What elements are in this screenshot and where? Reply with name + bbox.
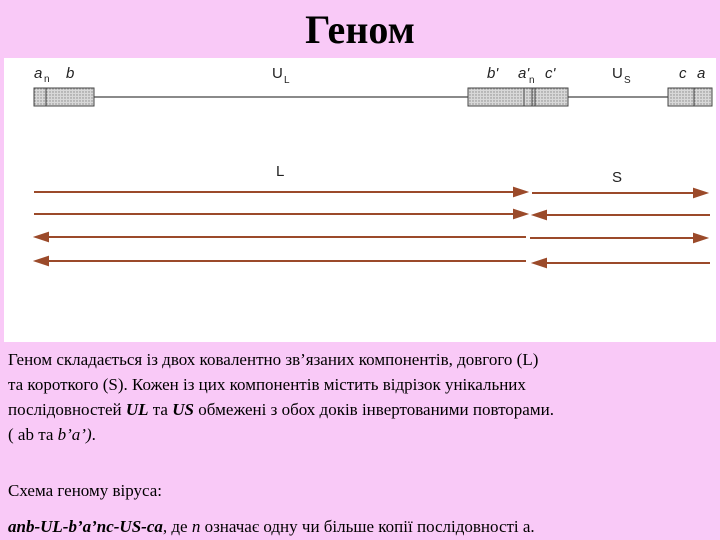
label-S-sub: S (624, 75, 631, 86)
schema-label: Схема геному віруса: (8, 481, 163, 500)
text-span: послідовностей (8, 400, 126, 419)
genome-svg (4, 58, 716, 342)
repeat-box-an (34, 88, 46, 106)
genome-formula: anb-UL-b’a’nc-US-ca (8, 517, 163, 536)
term-ba: b’a’) (57, 425, 92, 444)
arrowhead-icon (514, 210, 526, 218)
text-span: ( ab та (8, 425, 58, 444)
repeat-box-c (668, 88, 694, 106)
arrowhead-icon (694, 189, 706, 197)
description-paragraph (8, 347, 714, 447)
text-span: означає одну чи більше копії послідовності a. (200, 517, 535, 536)
label-a2: a (697, 65, 706, 82)
label-n: n (44, 74, 50, 85)
label-n2: n (529, 75, 535, 86)
text-span: . (91, 425, 96, 444)
description-line (8, 397, 714, 422)
repeat-box-a (694, 88, 712, 106)
text-span: обмежені з обох доків інвертованими повторами. (193, 400, 554, 419)
text-span: , де (162, 517, 192, 536)
label-b: b (66, 65, 75, 82)
arrowhead-icon (534, 211, 546, 219)
arrowhead-icon (36, 257, 48, 265)
arrowhead-icon (36, 233, 48, 241)
arrowhead-icon (694, 234, 706, 242)
page-title: Геном (305, 7, 415, 52)
description-line: та короткого (S). Кожен із цих компонентів містить відрізок унікальних (8, 375, 526, 394)
label-L-sub: L (284, 75, 290, 86)
description-line (8, 422, 714, 447)
label-a-prime: a' (518, 65, 530, 82)
arrowhead-icon (534, 259, 546, 267)
formula-line (8, 514, 714, 539)
genome-diagram (4, 58, 716, 342)
repeat-box-b-prime (468, 88, 532, 106)
term-UL: UL (125, 400, 149, 419)
term-n: n (191, 517, 201, 536)
label-U-short: U (612, 65, 623, 82)
label-a: a (34, 65, 43, 82)
text-span: та (148, 400, 173, 419)
term-US: US (172, 400, 194, 419)
label-c: c (679, 65, 687, 82)
repeat-box-an-c-prime (532, 88, 568, 106)
label-c-prime: c' (545, 65, 556, 82)
label-U-long: U (272, 65, 283, 82)
label-mol-L: L (276, 163, 285, 180)
description-line: Геном складається із двох ковалентно зв’язаних компонентів, довгого (L) (8, 350, 539, 369)
label-b-prime: b' (487, 65, 499, 82)
arrowhead-icon (514, 188, 526, 196)
label-mol-S: S (612, 169, 623, 186)
repeat-box-b (46, 88, 94, 106)
